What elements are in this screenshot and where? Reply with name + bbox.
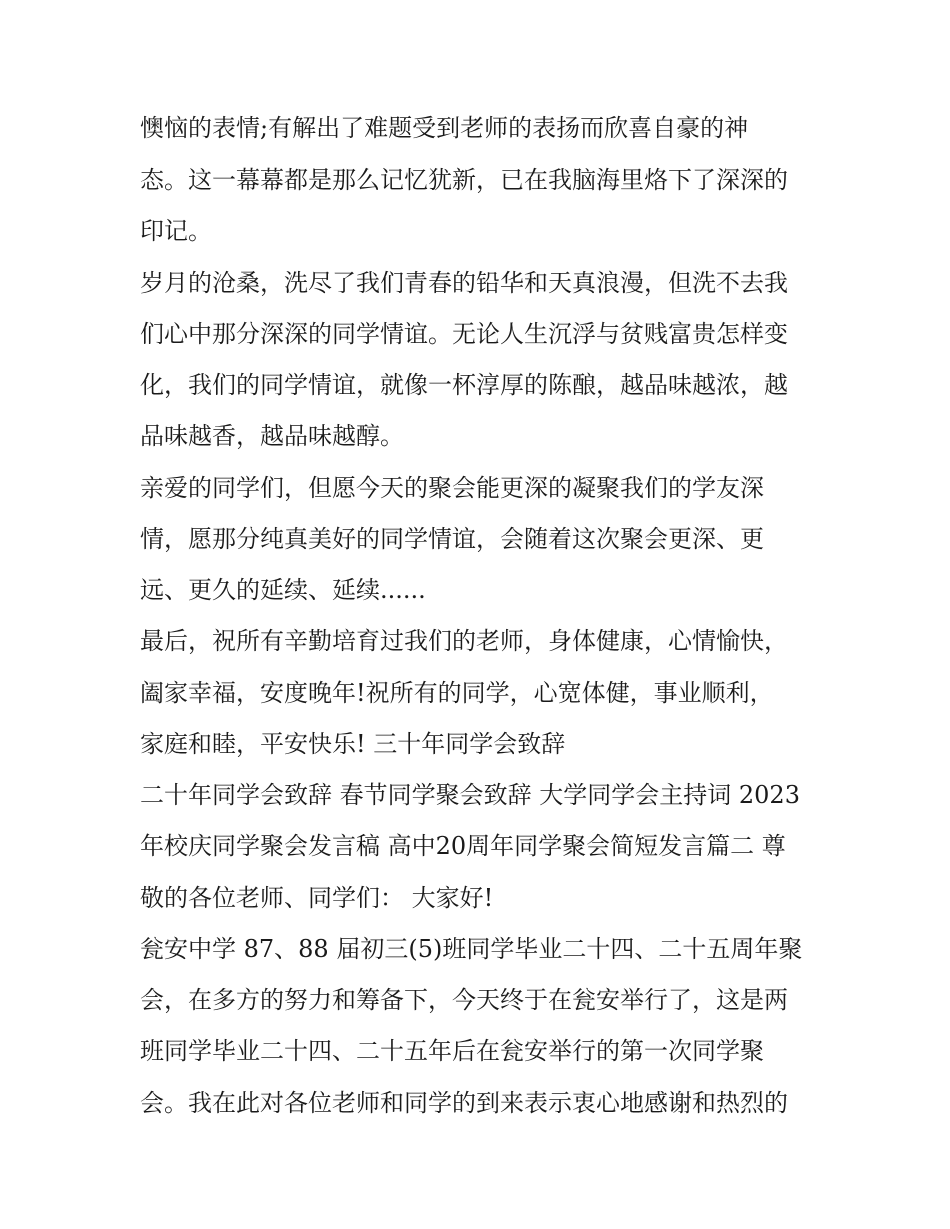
text-line: 班同学毕业二十四、二十五年后在瓮安举行的第一次同学聚 xyxy=(140,1037,764,1065)
text-line: 化，我们的同学情谊，就像一杯淳厚的陈酿，越品味越浓，越 xyxy=(140,371,788,399)
text-line: 瓮安中学 87、88 届初三(5)班同学毕业二十四、二十五周年聚 xyxy=(140,935,803,963)
text-line: 家庭和睦，平安快乐! 三十年同学会致辞 xyxy=(140,730,566,758)
text-line: 会。我在此对各位老师和同学的到来表示衷心地感谢和热烈的 xyxy=(140,1089,788,1117)
text-line: 岁月的沧桑，洗尽了我们青春的铅华和天真浪漫，但洗不去我 xyxy=(140,269,788,297)
text-line: 品味越香，越品味越醇。 xyxy=(140,422,404,450)
text-line: 懊恼的表情;有解出了难题受到老师的表扬而欣喜自豪的神 xyxy=(140,114,749,142)
text-line: 态。这一幕幕都是那么记忆犹新，已在我脑海里烙下了深深的 xyxy=(140,166,788,194)
text-line: 亲爱的同学们，但愿今天的聚会能更深的凝聚我们的学友深 xyxy=(140,474,764,502)
text-line: 印记。 xyxy=(140,217,212,245)
text-line: 敬的各位老师、同学们： 大家好! xyxy=(140,884,494,912)
text-line: 最后，祝所有辛勤培育过我们的老师，身体健康，心情愉快， xyxy=(140,627,788,655)
text-line: 会，在多方的努力和筹备下，今天终于在瓮安举行了，这是两 xyxy=(140,986,788,1014)
text-line: 远、更久的延续、延续...... xyxy=(140,576,426,604)
text-line: 年校庆同学聚会发言稿 高中20周年同学聚会简短发言篇二 尊 xyxy=(140,832,786,860)
text-line: 情，愿那分纯真美好的同学情谊，会随着这次聚会更深、更 xyxy=(140,525,764,553)
text-line: 二十年同学会致辞 春节同学聚会致辞 大学同学会主持词 2023 xyxy=(140,781,800,809)
text-line: 们心中那分深深的同学情谊。无论人生沉浮与贫贱富贵怎样变 xyxy=(140,320,788,348)
text-line: 阖家幸福，安度晚年!祝所有的同学，心宽体健，事业顺利， xyxy=(140,679,774,707)
